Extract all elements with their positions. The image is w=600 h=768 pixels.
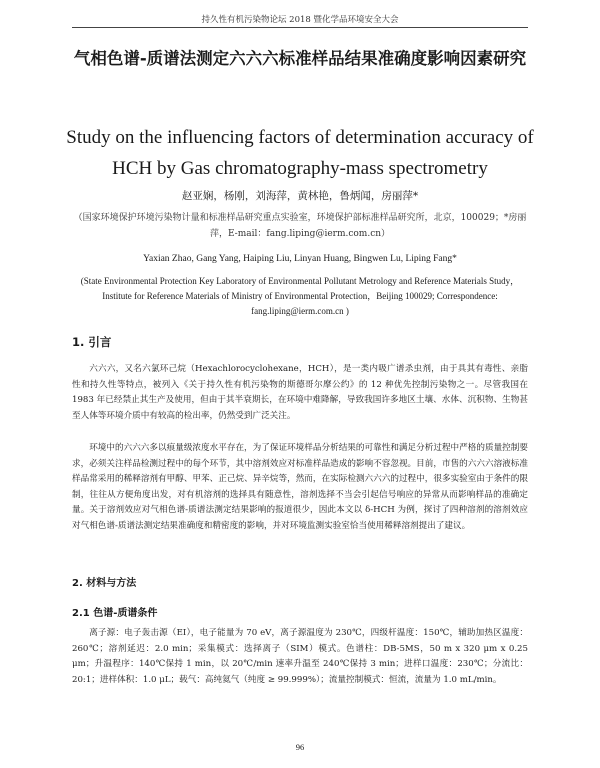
intro-paragraph-1: 六六六，又名六氯环己烷（Hexachlorocyclohexane，HCH），是一类内吸广谱杀虫剂，由于具其有毒性、亲脂性和持久性等特点，被列入《关于持久性有机污染物的斯德哥尔摩公约》的 12 种优先控制污染物之一。尽管我国在 1983 年已经禁止其生产及使用，但由于其半衰期长，在环境中难降解，导致我国许多地区土壤、水体、沉积物、生物甚至人体等环境介质中有较高的检出率，仍然受到广泛关注。: [72, 364, 528, 421]
title-chinese: 气相色谱-质谱法测定六六六标准样品结果准确度影响因素研究: [73, 49, 527, 68]
authors-chinese: 赵亚娴，杨刚，刘海萍，黄林艳，鲁炳闻，房丽萍*: [181, 190, 419, 202]
affiliation-english: (State Environmental Protection Key Laboratory of Environmental Pollutant Metrology and Reference Materials Study，Institute for Reference Materials of Ministry of Environmental Protection，Beijing 100029; Correspondence: fang.liping@ierm.com.cn ): [80, 276, 520, 316]
affiliation-chinese: （国家环境保护环境污染物计量和标准样品研究重点实验室，环境保护部标准样品研究所，北京，100029；*房丽萍，E-mail：fang.liping@ierm.com.cn）: [73, 213, 527, 239]
intro-paragraph-2: 环境中的六六六多以痕量级浓度水平存在，为了保证环境样品分析结果的可靠性和满足分析过程中严格的质量控制要求，必须关注样品检测过程中的每个环节，其中溶剂效应对标准样品造成的影响不容忽视。目前，市售的六六六溶液标准样品常采用的稀释溶剂有甲醇、甲苯、正己烷、异辛烷等，然而，在实际检测六六六的过程中，很多实验室由于条件的限制，往往从方便角度出发，对有机溶剂的选择具有随意性，溶剂选择不当会引起信号响应的异常从而影响样品的准确定量。关于溶剂效应对气相色谱-质谱法测定结果影响的报道很少，因此本文以 δ-HCH 为例，探讨了四种溶剂的溶剂效应对气相色谱-质谱法测定结果准确度和精密度的影响，并对环境监测实验室恰当使用稀释溶剂提出了建议。: [72, 443, 528, 531]
gc-ms-conditions-paragraph: 离子源：电子轰击源（EI），电子能量为 70 eV，离子源温度为 230℃，四级杆温度：150℃，辅助加热区温度：260℃；溶剂延迟：2.0 min；采集模式：选择离子（SIM）模式。色谱柱：DB-5MS，50 m x 320 μm x 0.25 μm；升温程序：140℃保持 1 min，以 20℃/min 速率升温至 240℃保持 3 min；进样口温度：230℃；分流比： 20:1；进样体积：1.0 μL；载气：高纯氦气（纯度 ≥ 99.999%）；流量控制模式：恒流，流量为 1.0 mL/min。: [72, 628, 528, 685]
section-heading-materials-methods: 2. 材料与方法: [72, 578, 137, 589]
section-heading-introduction: 1. 引言: [72, 335, 112, 349]
authors-english: Yaxian Zhao, Gang Yang, Haiping Liu, Linyan Huang, Bingwen Lu, Liping Fang*: [143, 254, 457, 264]
subsection-heading-gc-ms-conditions: 2.1 色谱-质谱条件: [72, 608, 158, 619]
running-head: 持久性有机污染物论坛 2018 暨化学品环境安全大会: [201, 15, 399, 25]
page-number: 96: [295, 742, 305, 752]
header-rule: [72, 27, 528, 28]
title-english: Study on the influencing factors of determination accuracy of HCH by Gas chromatography-mass spectrometry: [66, 127, 534, 179]
